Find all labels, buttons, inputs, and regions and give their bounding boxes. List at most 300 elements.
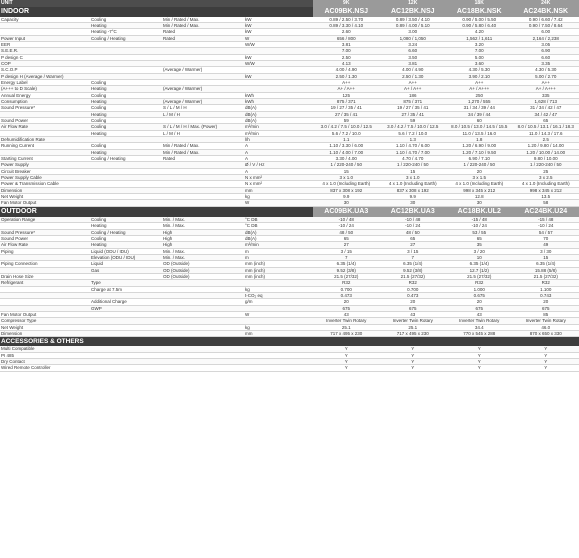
spec-label: (A+++ to D Scale)	[0, 86, 90, 92]
spec-unit: kg	[244, 324, 313, 330]
spec-value: A+ / A+++	[513, 86, 579, 92]
spec-value: 25.1	[313, 324, 380, 330]
spec-value: 6.60	[380, 48, 447, 54]
spec-unit: kW	[244, 73, 313, 79]
spec-mode: Cooling	[90, 217, 162, 223]
spec-label: Power & Transmission Cable	[0, 181, 90, 187]
spec-mode: Gas	[90, 267, 162, 273]
spec-value: 5.6 / 7.2 / 10.0	[380, 130, 447, 136]
spec-label: Air Flow Rate	[0, 124, 90, 130]
spec-value: 27	[313, 242, 380, 248]
spec-unit: m³/min	[244, 242, 313, 248]
spec-value: Inverter Twin Rotary	[513, 318, 579, 324]
spec-value: A+ / A++	[313, 86, 380, 92]
spec-value: 6.35 (1/4)	[446, 261, 513, 267]
spec-label: Refrigerant	[0, 280, 90, 286]
spec-value: 1,562 / 1,611	[446, 35, 513, 41]
spec-value: 53 / 55	[446, 229, 513, 235]
spec-unit: Ø / V / Hz	[244, 162, 313, 168]
spec-value: 34 / 42 / 47	[513, 111, 579, 117]
spec-value: 2,164 / 2,238	[513, 35, 579, 41]
spec-value: 1.10 / 4.00 / 7.00	[313, 149, 380, 155]
spec-condition: Min / Rated / Max.	[162, 143, 244, 149]
spec-value: 0.90 / 7.50 / 8.64	[513, 22, 579, 28]
spec-value: 7	[380, 254, 447, 260]
spec-label: Operation Range	[0, 217, 90, 223]
spec-value: 6.35 (1/4)	[513, 261, 579, 267]
spec-value: 9.9	[313, 194, 380, 200]
spec-value: 837 x 308 x 192	[313, 187, 380, 193]
spec-value: 1.10 / 3.30 / 6.00	[313, 143, 380, 149]
accessories-section-title: ACCESSORIES & OTHERS	[0, 337, 579, 347]
spec-value: 20	[313, 299, 380, 305]
spec-mode: Liquid	[90, 261, 162, 267]
spec-label: Fan Motor Output	[0, 200, 90, 206]
spec-value: A++	[313, 79, 380, 85]
spec-value: A+ / A+++	[446, 86, 513, 92]
indoor-section	[0, 7, 579, 17]
spec-label: Air Flow Rate	[0, 242, 90, 248]
outdoor-section	[0, 206, 579, 217]
spec-value: 7.00	[313, 48, 380, 54]
spec-value: 675	[380, 305, 447, 311]
spec-condition: High	[162, 242, 244, 248]
spec-value: 11.0 / 13.5 / 16.0	[446, 130, 513, 136]
spec-value: 46.0	[513, 324, 579, 330]
spec-value: 34.4	[446, 324, 513, 330]
spec-value: 19 / 27 / 35 / 41	[380, 105, 447, 111]
spec-condition: (Average / Warmer)	[162, 98, 244, 104]
spec-value: 60	[446, 118, 513, 124]
spec-value: 1 / 220-240 / 50	[313, 162, 380, 168]
spec-value: R32	[313, 280, 380, 286]
spec-value: 6.35 (1/4)	[380, 261, 447, 267]
spec-value: 3 x 1.5	[446, 175, 513, 181]
spec-label: Power Supply	[0, 162, 90, 168]
spec-value: 58	[513, 200, 579, 206]
spec-label: Fan Motor Output	[0, 311, 90, 317]
spec-value: Y	[313, 365, 380, 371]
spec-value: 8.0 / 10.5 / 13.0 / 14.5 / 15.5	[446, 124, 513, 130]
spec-value: R32	[380, 280, 447, 286]
spec-unit: °C DB	[244, 223, 313, 229]
spec-value: 12.7 (1/2)	[446, 267, 513, 273]
spec-value: 6.00	[513, 29, 579, 35]
spec-value: 3.0 / 4.2 / 7.5 / 10.0 / 12.5	[380, 124, 447, 130]
spec-label: COP	[0, 60, 90, 66]
spec-value: 4 x 1.0 (Including Earth)	[513, 181, 579, 187]
spec-value: 4.13	[313, 60, 380, 66]
spec-value: 21.5 (27/32)	[446, 273, 513, 279]
spec-value: 1.20 / 6.90 / 9.00	[446, 143, 513, 149]
unit-col-24k: 24K	[513, 0, 579, 7]
spec-value: 3.81	[313, 41, 380, 47]
spec-value: 3.60	[446, 60, 513, 66]
spec-value: Y	[313, 352, 380, 358]
spec-value: 9.52 (3/8)	[380, 267, 447, 273]
spec-value: 4.70 / 4.70	[380, 156, 447, 162]
outdoor-section-model-1: AC12BK.UA3	[380, 206, 447, 217]
spec-unit: dB(A)	[244, 235, 313, 241]
spec-condition	[162, 365, 244, 371]
spec-value: 7.00	[446, 48, 513, 54]
spec-value: 1.3	[380, 137, 447, 143]
spec-mode: Heating	[90, 86, 162, 92]
spec-value: 0.89 / 3.50 / 4.10	[380, 17, 447, 23]
spec-value: 675	[313, 305, 380, 311]
spec-unit: W/W	[244, 41, 313, 47]
spec-value: 4.20	[446, 29, 513, 35]
spec-value: 9.52 (3/8)	[313, 267, 380, 273]
spec-value: 15	[313, 168, 380, 174]
spec-value: Inverter Twin Rotary	[380, 318, 447, 324]
indoor-section-model-0: AC09BK.NSJ	[313, 7, 380, 17]
spec-value: Y	[446, 352, 513, 358]
spec-value: 31 / 34 / 42 / 47	[513, 105, 579, 111]
indoor-section-model-2: AC18BK.NSK	[446, 7, 513, 17]
spec-value: 717 x 495 x 230	[380, 331, 447, 337]
spec-unit: kWh	[244, 92, 313, 98]
unit-col-18k: 18K	[446, 0, 513, 7]
spec-value: 15	[513, 254, 579, 260]
spec-value: 0.89 / 3.30 / 4.10	[313, 22, 380, 28]
spec-value: 3.05	[513, 41, 579, 47]
spec-value: 1.000	[446, 286, 513, 292]
spec-value: 20	[446, 168, 513, 174]
spec-value: 27	[380, 242, 447, 248]
spec-value: 30	[380, 200, 447, 206]
spec-unit: N x mm²	[244, 181, 313, 187]
spec-value: 6.90 / 7.10	[446, 156, 513, 162]
spec-condition: Rated	[162, 35, 244, 41]
spec-value: 0.675	[446, 292, 513, 298]
spec-value: 1.20 / 10.00 / 14.00	[513, 149, 579, 155]
spec-value: 2.60	[313, 29, 380, 35]
spec-unit: mm	[244, 187, 313, 193]
spec-value: 3.90 / 2.10	[446, 73, 513, 79]
spec-value: 25	[513, 168, 579, 174]
spec-condition: Min. / Max.	[162, 223, 244, 229]
spec-value: 1 / 220-240 / 50	[513, 162, 579, 168]
spec-condition: S / L / M / H	[162, 105, 244, 111]
spec-unit: °C DB	[244, 217, 313, 223]
spec-value: 31 / 34 / 39 / 44	[446, 105, 513, 111]
spec-label: Energy Label	[0, 79, 90, 85]
spec-value: 250	[446, 92, 513, 98]
spec-value: 30	[446, 200, 513, 206]
spec-unit: W	[244, 311, 313, 317]
spec-value: Y	[513, 365, 579, 371]
spec-unit: N x mm²	[244, 175, 313, 181]
spec-value: 3.20	[446, 41, 513, 47]
spec-value: -10 / 24	[313, 223, 380, 229]
spec-label: Wired Remote Controller	[0, 365, 90, 371]
spec-condition: Min / Rated / Max.	[162, 22, 244, 28]
spec-unit: m³/min	[244, 124, 313, 130]
spec-value: Inverter Twin Rotary	[446, 318, 513, 324]
spec-condition: L / M / H	[162, 111, 244, 117]
spec-unit: mm (inch)	[244, 267, 313, 273]
spec-unit: g/m	[244, 299, 313, 305]
spec-value: 3.30 / 4.00	[313, 156, 380, 162]
spec-unit: mm	[244, 331, 313, 337]
spec-label: Circuit Breaker	[0, 168, 90, 174]
spec-value: 3.35	[513, 60, 579, 66]
spec-value: 65	[380, 235, 447, 241]
spec-value: 1 / 220-240 / 50	[380, 162, 447, 168]
spec-value: 3.0 / 4.2 / 7.5 / 10.0 / 12.5	[313, 124, 380, 130]
spec-value: 48 / 50	[380, 229, 447, 235]
accessory-row	[0, 365, 579, 371]
spec-value: Y	[513, 352, 579, 358]
spec-value: 0.743	[513, 292, 579, 298]
spec-value: Y	[446, 346, 513, 352]
spec-label: Sound Power	[0, 235, 90, 241]
spec-value: 3 / 15	[380, 248, 447, 254]
spec-value: 4.30 / 5.30	[513, 67, 579, 73]
spec-unit: kW	[244, 17, 313, 23]
spec-label: Sound Pressure*	[0, 229, 90, 235]
spec-unit: A	[244, 149, 313, 155]
spec-value: 4.30 / 5.30	[446, 67, 513, 73]
spec-value: 5.00 / 2.70	[513, 73, 579, 79]
spec-value: 49	[513, 242, 579, 248]
outdoor-section-title: OUTDOOR	[0, 206, 313, 217]
spec-value: 48 / 50	[313, 229, 380, 235]
spec-unit: mm (inch)	[244, 273, 313, 279]
spec-value: -10 / 48	[313, 217, 380, 223]
spec-value: 27 / 35 / 41	[313, 111, 380, 117]
spec-unit: kWh	[244, 98, 313, 104]
spec-value: 870 x 650 x 330	[513, 331, 579, 337]
spec-condition: OD (Outside)	[162, 261, 244, 267]
spec-mode: Cooling	[90, 79, 162, 85]
spec-unit: dB(A)	[244, 105, 313, 111]
spec-value: 65	[446, 235, 513, 241]
spec-value: 4.00 / 4.90	[380, 67, 447, 73]
spec-label: Starting Current	[0, 156, 90, 162]
spec-unit: dB(A)	[244, 111, 313, 117]
spec-unit: l/h	[244, 137, 313, 143]
spec-unit: mm (inch)	[244, 261, 313, 267]
spec-value: -10 / 24	[513, 223, 579, 229]
spec-value: 6.90	[513, 48, 579, 54]
spec-value: 13.5	[513, 194, 579, 200]
spec-value: -15 / 48	[513, 217, 579, 223]
spec-value: 19 / 27 / 35 / 41	[313, 105, 380, 111]
spec-mode	[90, 365, 162, 371]
spec-mode: Cooling	[90, 92, 162, 98]
spec-value: -10 / 48	[380, 217, 447, 223]
spec-mode: Cooling	[90, 105, 162, 111]
spec-unit: A	[244, 143, 313, 149]
spec-value: 3.81	[380, 60, 447, 66]
spec-value: 1,628 / 713	[513, 98, 579, 104]
spec-value: 3 x 2.5	[513, 175, 579, 181]
spec-value: 1,080 / 1,050	[380, 35, 447, 41]
spec-mode: Cooling	[90, 235, 162, 241]
spec-value: 125	[313, 92, 380, 98]
spec-value: 2.5	[513, 137, 579, 143]
spec-value: 770 x 545 x 288	[446, 331, 513, 337]
spec-value: 6.60	[513, 54, 579, 60]
spec-mode: Heating	[90, 130, 162, 136]
spec-value: 21.5 (27/32)	[513, 273, 579, 279]
spec-value: 9.9	[380, 194, 447, 200]
spec-unit: m³/min	[244, 130, 313, 136]
spec-label: Power Input	[0, 35, 90, 41]
spec-mode: Cooling / Heating	[90, 35, 162, 41]
spec-label: Sound Power	[0, 118, 90, 124]
spec-value: 3 / 15	[313, 248, 380, 254]
spec-value: 43	[313, 311, 380, 317]
spec-value: 70	[513, 235, 579, 241]
spec-condition: Min / Rated / Max.	[162, 149, 244, 155]
spec-mode: Liquid (ODU / IDU)	[90, 248, 162, 254]
unit-col-12k: 12K	[380, 0, 447, 7]
spec-value: 4 x 1.0 (Including Earth)	[380, 181, 447, 187]
spec-value: -15 / 48	[446, 217, 513, 223]
unit-label: UNIT	[0, 0, 313, 7]
spec-mode: Cooling / Heating	[90, 229, 162, 235]
spec-value: 59	[313, 118, 380, 124]
unit-col-9k: 9K	[313, 0, 380, 7]
spec-value: 875 / 371	[313, 98, 380, 104]
spec-value: 43	[446, 311, 513, 317]
spec-value: 21.5 (27/32)	[313, 273, 380, 279]
spec-value: 0.90 / 6.60 / 7.42	[513, 17, 579, 23]
spec-label: Running Current	[0, 143, 90, 149]
spec-mode: Cooling / Heating	[90, 156, 162, 162]
spec-label: Compressor Type	[0, 318, 90, 324]
spec-condition: OD (Outside)	[162, 267, 244, 273]
spec-value: 11.0 / 14.3 / 17.6	[513, 130, 579, 136]
spec-value: 0.89 / 2.50 / 3.70	[313, 17, 380, 23]
spec-value: R32	[513, 280, 579, 286]
spec-value: 21.5 (27/32)	[380, 273, 447, 279]
spec-value: 10	[446, 254, 513, 260]
spec-value: 54 / 57	[513, 229, 579, 235]
spec-value: 0.90 / 5.00 / 5.50	[446, 17, 513, 23]
spec-value: Y	[513, 346, 579, 352]
spec-value: 25.1	[380, 324, 447, 330]
spec-unit: W	[244, 35, 313, 41]
spec-label: Piping Connection	[0, 261, 90, 267]
spec-value: 3 / 30	[513, 248, 579, 254]
spec-value: 4 x 1.0 (Including Earth)	[313, 181, 380, 187]
spec-value: Y	[380, 359, 447, 365]
spec-mode: Heating	[90, 149, 162, 155]
spec-value: 65	[313, 235, 380, 241]
spec-value: 656 / 800	[313, 35, 380, 41]
spec-value: 2.50 / 1.30	[313, 73, 380, 79]
spec-value: 1.10 / 4.70 / 7.00	[380, 149, 447, 155]
spec-value: 1.100	[513, 286, 579, 292]
spec-value: Y	[380, 365, 447, 371]
spec-unit	[244, 365, 313, 371]
spec-value: 3 / 20	[446, 248, 513, 254]
spec-value: 85	[513, 311, 579, 317]
spec-unit: dB(A)	[244, 118, 313, 124]
spec-mode: Heating	[90, 22, 162, 28]
spec-condition: High	[162, 229, 244, 235]
spec-value: 35	[446, 242, 513, 248]
spec-label: Sound Pressure*	[0, 105, 90, 111]
spec-value: A++	[446, 79, 513, 85]
spec-condition: (Average / Warmer)	[162, 67, 244, 73]
spec-value: 998 x 345 x 212	[513, 187, 579, 193]
spec-value: 65	[513, 118, 579, 124]
spec-value: 1.10 / 4.70 / 6.00	[380, 143, 447, 149]
spec-label: P design C	[0, 54, 90, 60]
spec-mode: Cooling	[90, 17, 162, 23]
spec-condition: Min. / Max.	[162, 248, 244, 254]
spec-mode: Heating	[90, 242, 162, 248]
spec-value: 837 x 308 x 192	[380, 187, 447, 193]
spec-value: 717 x 495 x 230	[313, 331, 380, 337]
spec-mode: Heating	[90, 98, 162, 104]
spec-value: Y	[313, 359, 380, 365]
spec-label: Net Weight	[0, 324, 90, 330]
spec-unit: kW	[244, 54, 313, 60]
spec-mode: Heating -7°C	[90, 29, 162, 35]
outdoor-section-model-2: AC18BK.UL2	[446, 206, 513, 217]
spec-label: Multi Compatible	[0, 346, 90, 352]
spec-label: Piping	[0, 248, 90, 254]
outdoor-section-model-0: AC09BK.UA3	[313, 206, 380, 217]
spec-condition: Min. / Max.	[162, 217, 244, 223]
accessories-section	[0, 337, 579, 347]
spec-value: 2.50 / 1.30	[380, 73, 447, 79]
spec-unit: kW	[244, 29, 313, 35]
spec-unit: t-CO₂ eq	[244, 292, 313, 298]
spec-value: 27 / 35 / 41	[380, 111, 447, 117]
spec-unit: A	[244, 156, 313, 162]
spec-value: 34 / 39 / 44	[446, 111, 513, 117]
spec-condition: High	[162, 235, 244, 241]
spec-value: -10 / 24	[446, 223, 513, 229]
spec-label: PI 485	[0, 352, 90, 358]
spec-mode: Cooling	[90, 118, 162, 124]
spec-mode: Elevation (ODU / IDU)	[90, 254, 162, 260]
spec-value: A+ / A++	[380, 86, 447, 92]
spec-value: 0.700	[380, 286, 447, 292]
spec-value: 0.473	[380, 292, 447, 298]
spec-value: 1,270 / 555	[446, 98, 513, 104]
spec-label: Dimension	[0, 187, 90, 193]
spec-unit: dB(A)	[244, 229, 313, 235]
outdoor-section-model-3: AC24BK.U24	[513, 206, 579, 217]
spec-label: Annual Energy	[0, 92, 90, 98]
spec-value: A++	[380, 79, 447, 85]
spec-label: S.C.O.P	[0, 67, 90, 73]
spec-value: 186	[380, 92, 447, 98]
spec-value: 59	[380, 118, 447, 124]
spec-value: 1.1	[313, 137, 380, 143]
spec-value: Y	[313, 346, 380, 352]
spec-unit: kg	[244, 286, 313, 292]
spec-value: 4 x 1.0 (Including Earth)	[446, 181, 513, 187]
spec-value: 0.700	[313, 286, 380, 292]
spec-value: 9.80 / 10.00	[513, 156, 579, 162]
spec-mode: Heating	[90, 111, 162, 117]
spec-value: 20	[446, 299, 513, 305]
spec-value: 675	[446, 305, 513, 311]
spec-mode: Additional Charge	[90, 299, 162, 305]
spec-condition: Min / Rated / Max.	[162, 17, 244, 23]
spec-value: 3 x 1.0	[313, 175, 380, 181]
spec-label: Capacity	[0, 17, 90, 23]
